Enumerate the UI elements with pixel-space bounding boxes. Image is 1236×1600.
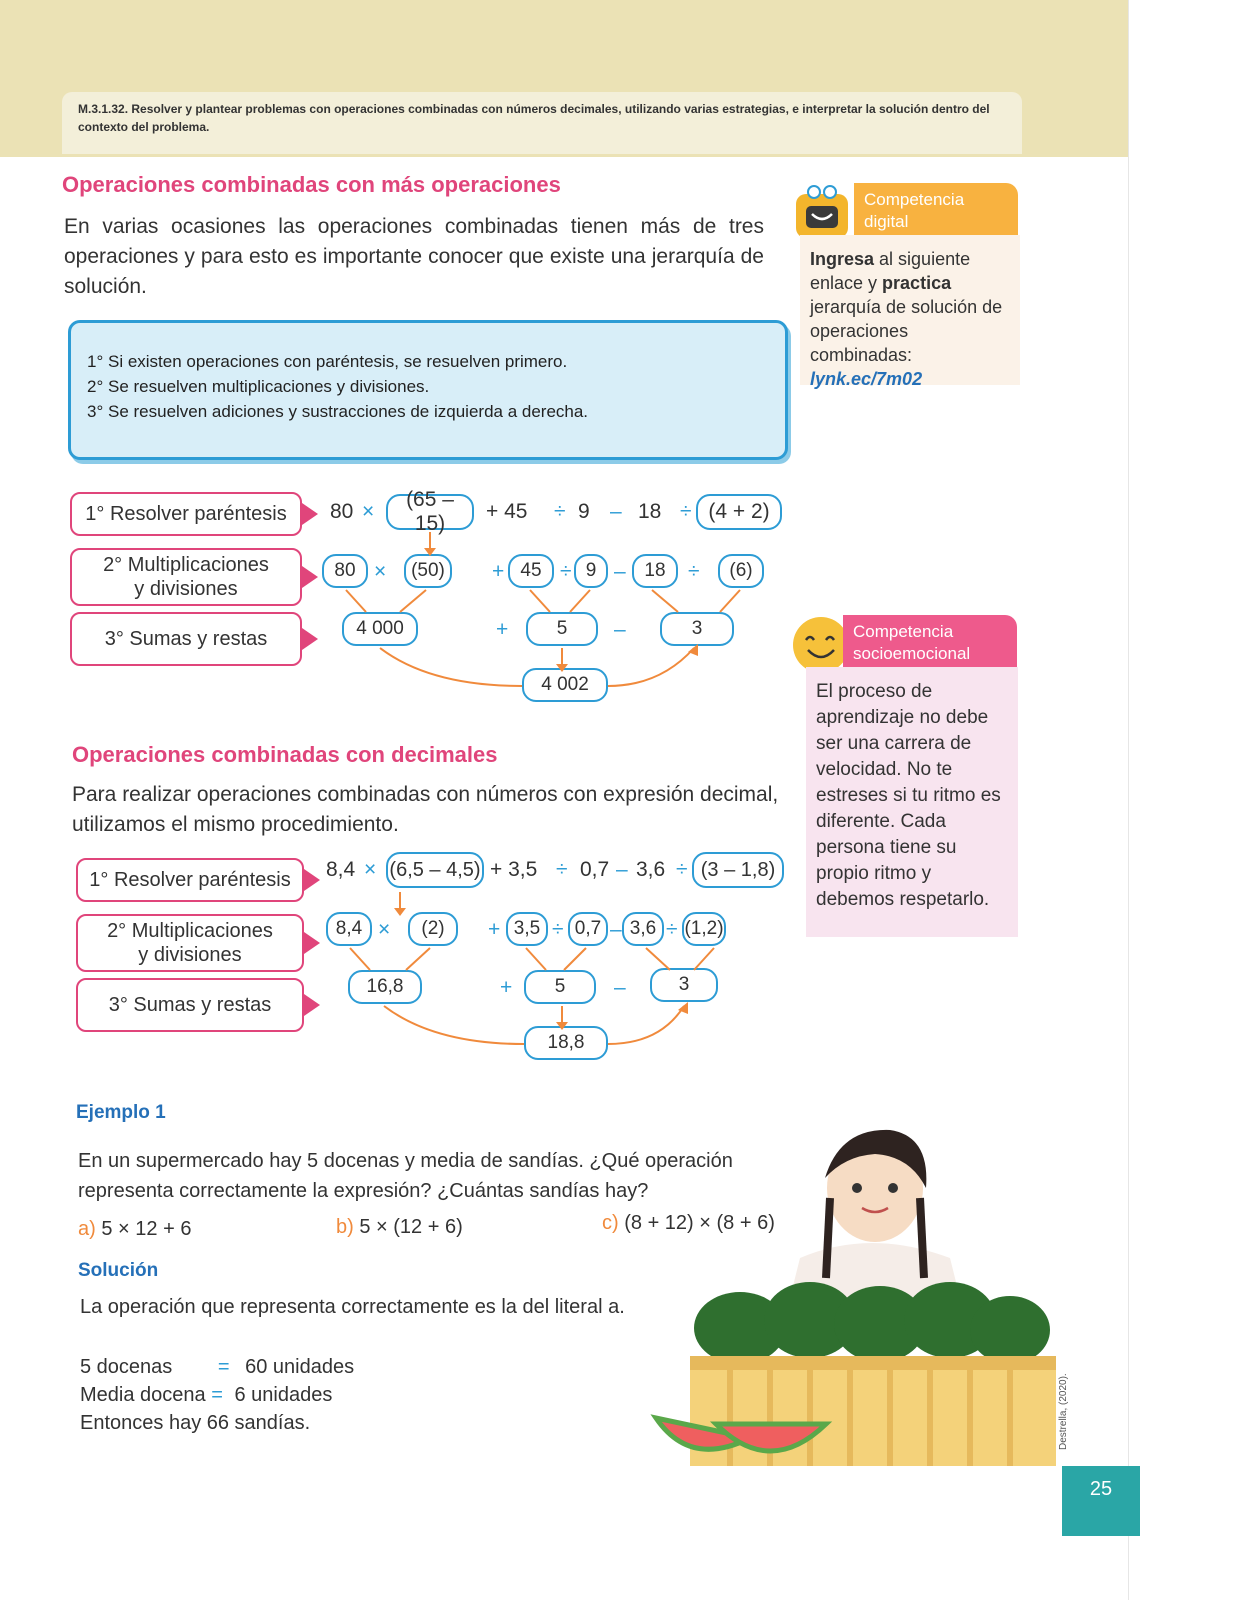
d2-div-2: ÷ — [676, 858, 688, 881]
digital-heading: Competencia digital — [854, 183, 1018, 235]
d2-value-07: 0,7 — [580, 858, 610, 881]
arrow-icon — [350, 948, 370, 970]
page-number: 25 — [1062, 1466, 1140, 1536]
d1-paren2: (4 + 2) — [696, 494, 782, 530]
arrow-icon — [530, 590, 550, 612]
arrow-curve-icon — [608, 1006, 684, 1044]
option-b-label: b) — [336, 1216, 354, 1238]
watermelon-girl-illustration — [650, 1108, 1060, 1470]
calc-2-left: Media docena — [80, 1384, 206, 1406]
calc-2-eq: = — [211, 1384, 223, 1406]
option-a — [78, 1218, 191, 1241]
curriculum-objective: M.3.1.32. Resolver y plantear problemas con operaciones combinadas con números decimales, utilizando varias estrategias, e interpretar la solución dentro del contexto del problema. — [62, 92, 1022, 154]
option-a-text: 5 × 12 + 6 — [101, 1218, 192, 1240]
d1-div: ÷ — [554, 500, 566, 523]
d2-bubble-36: 3,6 — [622, 912, 664, 946]
step1-label: 1° Resolver paréntesis — [70, 492, 302, 536]
calc-1-left: 5 docenas — [80, 1356, 173, 1378]
arrow-icon — [400, 590, 426, 612]
d1-minus-2: – — [614, 560, 626, 583]
section1-intro: En varias ocasiones las operaciones combinadas tienen más de tres operaciones y para esto es importante conocer que existe una jerarquía de solución. — [64, 215, 764, 298]
step3-label: 3° Sumas y restas — [70, 612, 302, 666]
step1-label-2: 1° Resolver paréntesis — [76, 858, 304, 902]
rule-3: 3° Se resuelven adiciones y sustracciones de izquierda a derecha. — [87, 402, 589, 421]
d2-final-result: 18,8 — [524, 1026, 608, 1060]
rule-1: 1° Si existen operaciones con paréntesis, se resuelven primero. — [87, 352, 568, 371]
d1-value-18: 18 — [638, 500, 662, 523]
d2-times-2: × — [378, 918, 391, 941]
d1-bubble-6: (6) — [718, 554, 764, 588]
solution-text: La operación que representa correctamente es la del literal a. — [80, 1296, 625, 1318]
d2-result-3: 3 — [650, 968, 718, 1002]
d2-plus: + — [488, 918, 501, 941]
d1-minus: – — [610, 500, 622, 523]
arrow-icon — [526, 948, 546, 970]
step2-label-2: 2° Multiplicaciones y divisiones — [76, 914, 304, 972]
d2-value-84: 8,4 — [326, 858, 356, 881]
d2-minus-2: – — [610, 918, 622, 941]
step3-label-2: 3° Sumas y restas — [76, 978, 304, 1032]
d1-plus-2: + — [496, 618, 509, 641]
d2-bubble-2: (2) — [408, 912, 458, 946]
option-c-text: (8 + 12) × (8 + 6) — [624, 1212, 775, 1234]
option-b-text: 5 × (12 + 6) — [359, 1216, 463, 1238]
d2-bubble-35: 3,5 — [506, 912, 548, 946]
option-c-label: c) — [602, 1212, 619, 1234]
d1-plus-45: + 45 — [486, 500, 528, 523]
d1-times: × — [362, 500, 375, 523]
d2-times: × — [364, 858, 377, 881]
d1-result-4000: 4 000 — [342, 612, 418, 646]
page-right-margin — [1128, 0, 1236, 1600]
d1-bubble-80: 80 — [322, 554, 368, 588]
hierarchy-rules-box — [68, 320, 788, 460]
calc-1-eq: = — [217, 1356, 230, 1378]
d1-result-3: 3 — [660, 612, 734, 646]
socio-heading: Competencia socioemocional — [843, 615, 1017, 667]
d2-bubble-12: (1,2) — [682, 912, 726, 946]
d1-plus: + — [492, 560, 505, 583]
d1-value-9: 9 — [578, 500, 590, 523]
arrow-icon — [564, 948, 586, 970]
d1-arrows — [300, 520, 780, 710]
rule-2: 2° Se resuelven multiplicaciones y divisiones. — [87, 377, 430, 396]
d1-times-2: × — [374, 560, 387, 583]
conclusion: Entonces hay 66 sandías. — [80, 1412, 311, 1434]
d1-value-80: 80 — [330, 500, 354, 523]
d2-minus: – — [616, 858, 628, 881]
d2-div-3: ÷ — [552, 918, 564, 941]
option-b — [336, 1216, 463, 1239]
d2-plus-35: + 3,5 — [490, 858, 538, 881]
arrow-icon — [570, 590, 590, 612]
arrow-icon — [652, 590, 678, 612]
section2-title: Operaciones combinadas con decimales — [72, 742, 498, 767]
d2-result-5: 5 — [524, 970, 596, 1004]
example-question: En un supermercado hay 5 docenas y media de sandías. ¿Qué operación representa correctamente la expresión? ¿Cuántas sandías hay? — [78, 1150, 733, 1202]
d2-bubble-84: 8,4 — [326, 912, 372, 946]
d1-bubble-9: 9 — [574, 554, 608, 588]
d2-arrows — [300, 880, 780, 1070]
calc-2-right: 6 unidades — [234, 1384, 333, 1406]
d2-result-168: 16,8 — [348, 970, 422, 1004]
d2-value-36: 3,6 — [636, 858, 666, 881]
option-a-label: a) — [78, 1218, 96, 1240]
socio-body: El proceso de aprendizaje no debe ser una carrera de velocidad. No te estreses si tu ritmo es diferente. Cada persona tiene su propio ritmo y debemos respetarlo. — [806, 667, 1018, 937]
arrow-curve-icon — [608, 648, 694, 686]
d1-bubble-18: 18 — [632, 554, 678, 588]
d1-result-5: 5 — [526, 612, 598, 646]
digital-body: Ingresa al siguiente enlace y practica jerarquía de solución de operaciones combinadas: lynk.ec/7m02 — [800, 235, 1020, 385]
d2-paren2: (3 – 1,8) — [692, 852, 784, 888]
d1-minus-3: – — [614, 618, 626, 641]
example-title: Ejemplo 1 — [76, 1102, 166, 1123]
d2-div: ÷ — [556, 858, 568, 881]
d1-div-4: ÷ — [688, 560, 700, 583]
d2-minus-3: – — [614, 976, 626, 999]
d1-div-3: ÷ — [560, 560, 572, 583]
arrow-icon — [406, 948, 430, 970]
arrow-icon — [646, 948, 670, 970]
practice-link[interactable]: lynk.ec/7m02 — [810, 369, 923, 389]
arrow-icon — [720, 590, 740, 612]
d1-bubble-50: (50) — [404, 554, 452, 588]
solution-title: Solución — [78, 1260, 159, 1281]
arrow-curve-icon — [380, 648, 522, 686]
d1-paren1: (65 – 15) — [386, 494, 474, 530]
step2-label: 2° Multiplicaciones y divisiones — [70, 548, 302, 606]
section2-intro: Para realizar operaciones combinadas con números con expresión decimal, utilizamos el mismo procedimiento. — [72, 783, 779, 836]
calc-line-2 — [80, 1380, 332, 1410]
d2-paren1: (6,5 – 4,5) — [386, 852, 484, 888]
d1-div-2: ÷ — [680, 500, 692, 523]
calc-line-1 — [80, 1352, 354, 1382]
d1-final-result: 4 002 — [522, 668, 608, 702]
image-credit: Destrella, (2020). — [1058, 1373, 1069, 1450]
arrow-icon — [694, 948, 714, 970]
robot-icon — [790, 182, 854, 242]
d2-bubble-07: 0,7 — [568, 912, 608, 946]
d2-plus-2: + — [500, 976, 513, 999]
d2-div-4: ÷ — [666, 918, 678, 941]
calc-1-right: 60 unidades — [245, 1356, 355, 1378]
d1-bubble-45: 45 — [508, 554, 554, 588]
arrow-icon — [346, 590, 366, 612]
section1-title: Operaciones combinadas con más operaciones — [62, 172, 561, 197]
arrow-curve-icon — [384, 1006, 524, 1044]
